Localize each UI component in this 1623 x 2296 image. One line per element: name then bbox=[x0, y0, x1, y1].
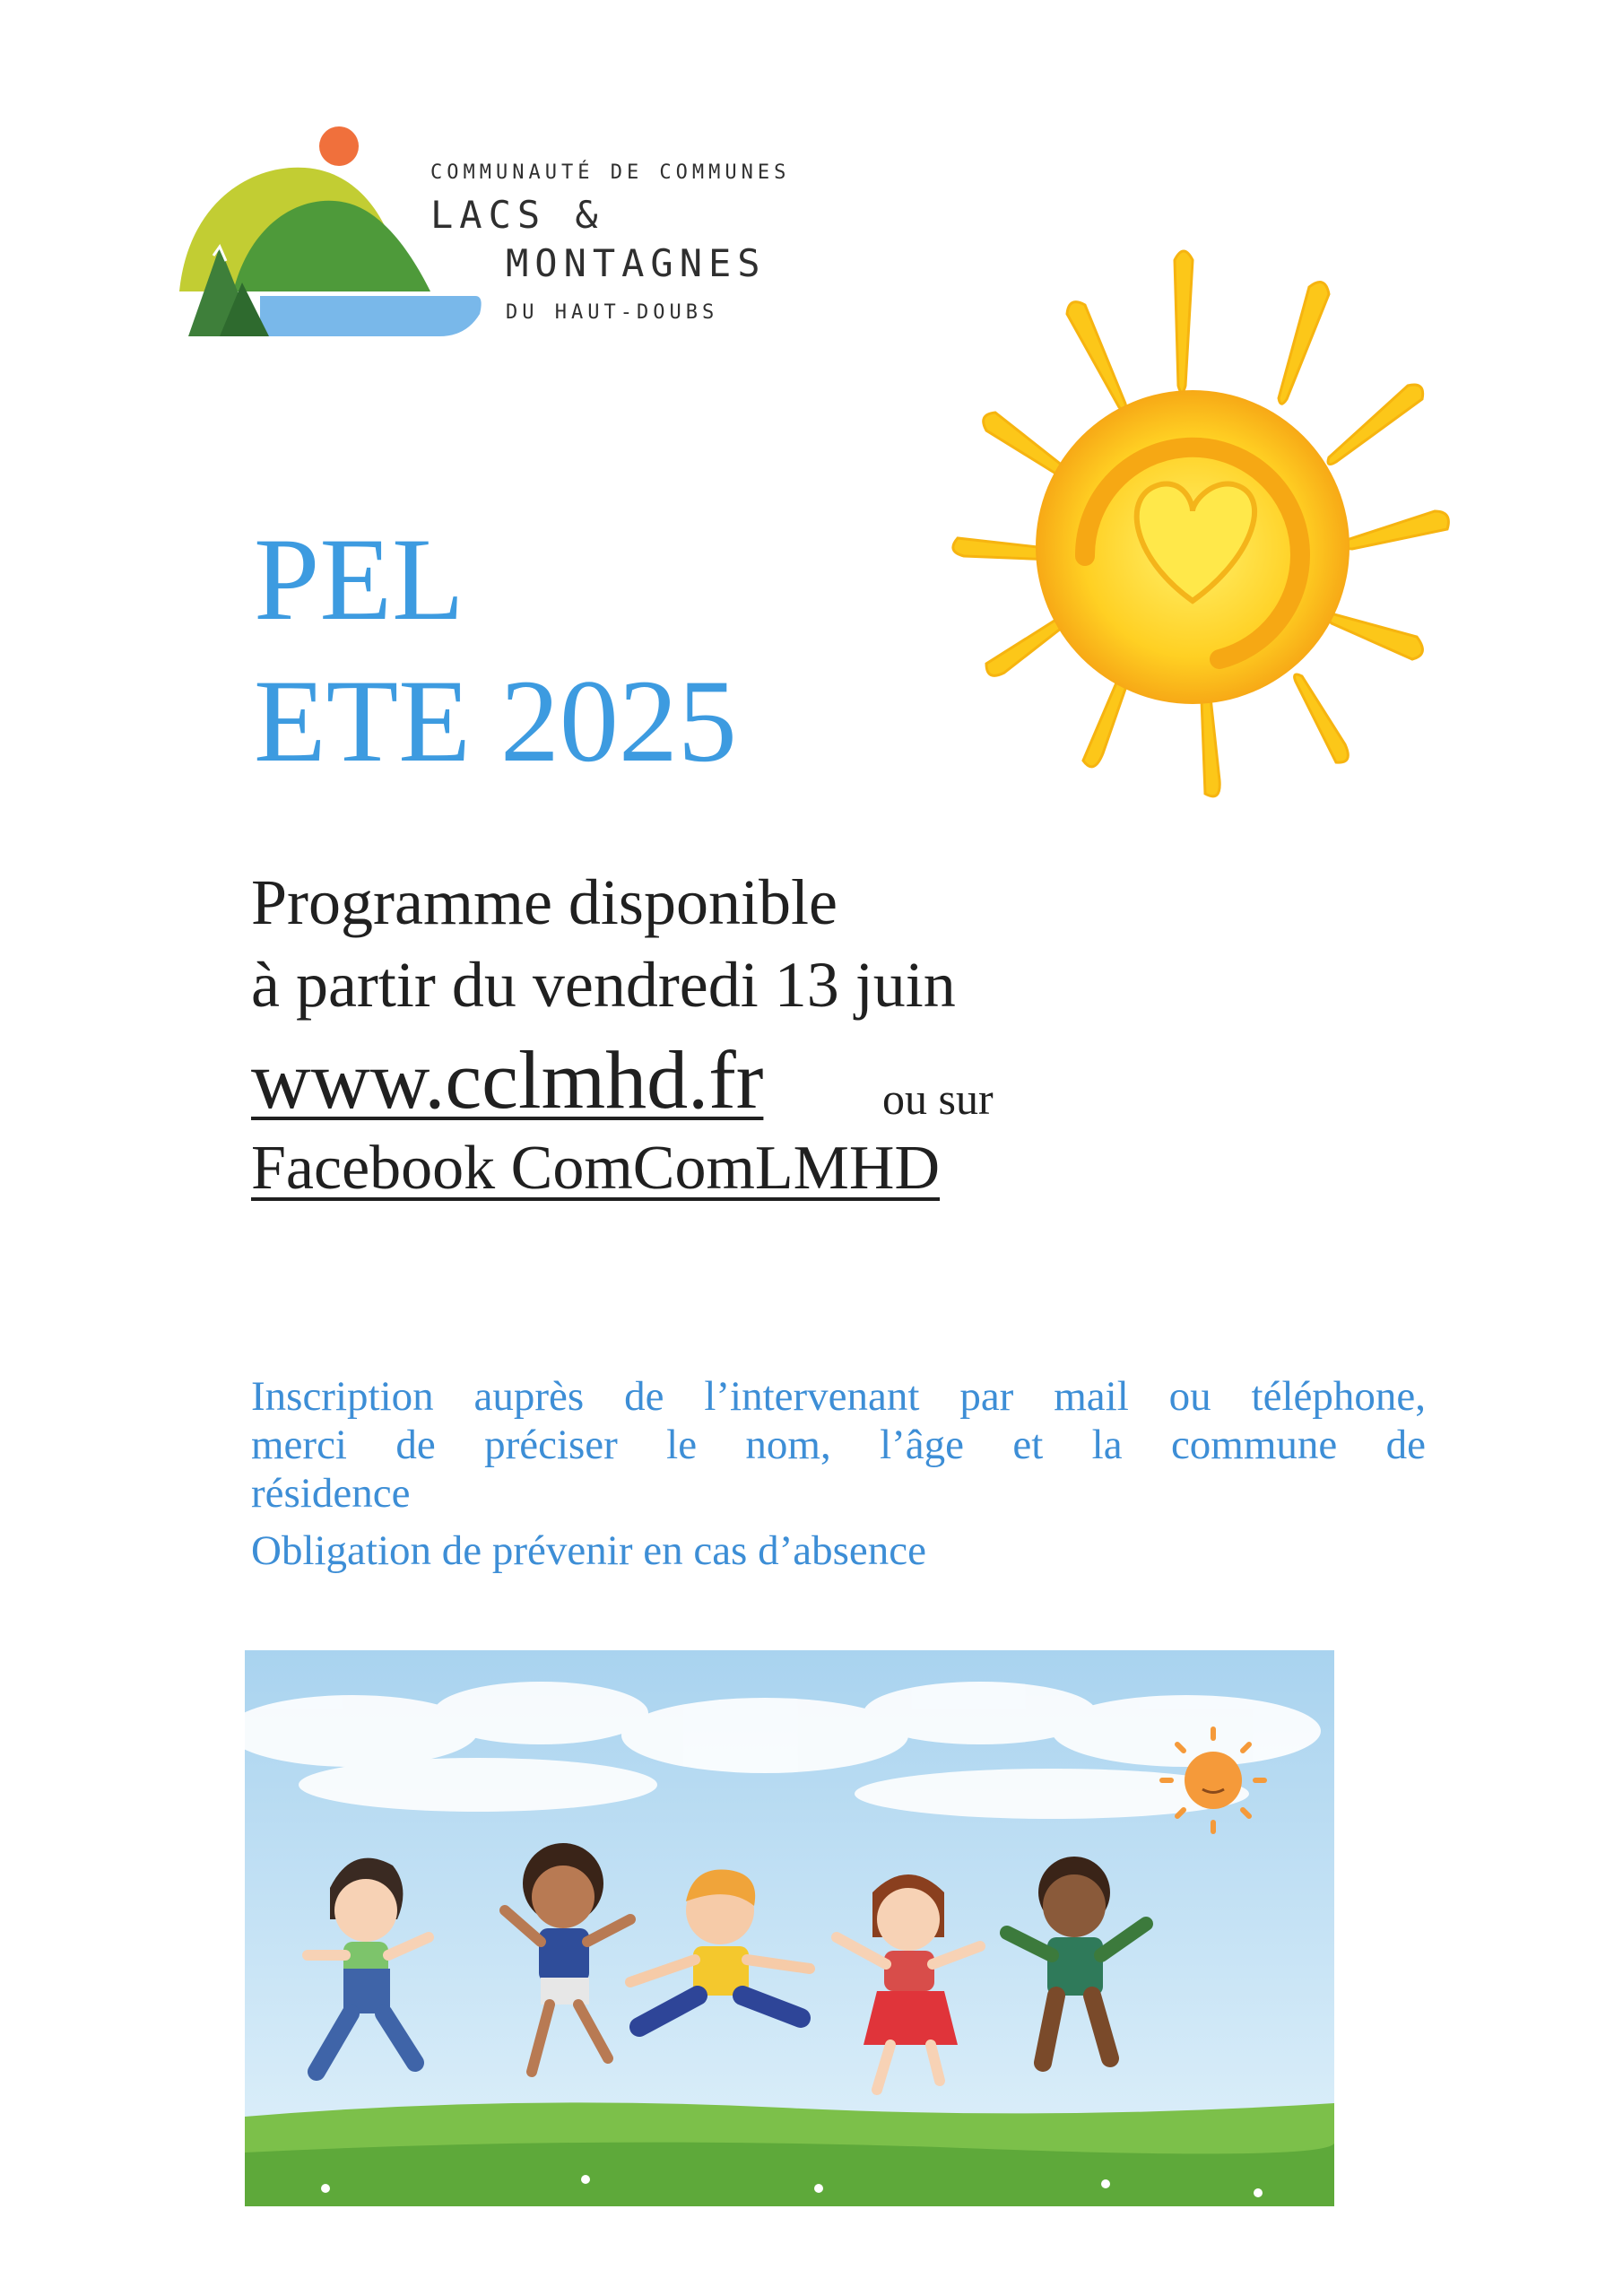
logo-line-2: LACS & bbox=[430, 193, 604, 237]
logo-line-1: COMMUNAUTÉ DE COMMUNES bbox=[430, 161, 791, 184]
info-line-4: Obligation de prévenir en cas d’absence bbox=[251, 1527, 926, 1574]
title-pel: PEL bbox=[254, 513, 464, 645]
logo-line-3: MONTAGNES bbox=[506, 241, 767, 285]
jumping-children-illustration bbox=[245, 1650, 1334, 2206]
info-line-2: merci de préciser le nom, l’âge et la commune de bbox=[251, 1422, 1426, 1468]
logo-line-4: DU HAUT-DOUBS bbox=[506, 301, 719, 324]
website-link[interactable]: www.cclmhd.fr bbox=[251, 1034, 764, 1126]
info-line-1: Inscription auprès de l’intervenant par mail ou téléphone, bbox=[251, 1373, 1426, 1420]
program-line-1: Programme disponible bbox=[251, 866, 838, 938]
info-line-3: résidence bbox=[251, 1470, 411, 1517]
facebook-link[interactable]: Facebook ComComLMHD bbox=[251, 1134, 941, 1203]
title-ete-2025: ETE 2025 bbox=[254, 655, 737, 787]
heart-sun-icon bbox=[834, 215, 1569, 915]
or-text: ou sur bbox=[882, 1074, 994, 1124]
program-line-2: à partir du vendredi 13 juin bbox=[251, 949, 956, 1021]
